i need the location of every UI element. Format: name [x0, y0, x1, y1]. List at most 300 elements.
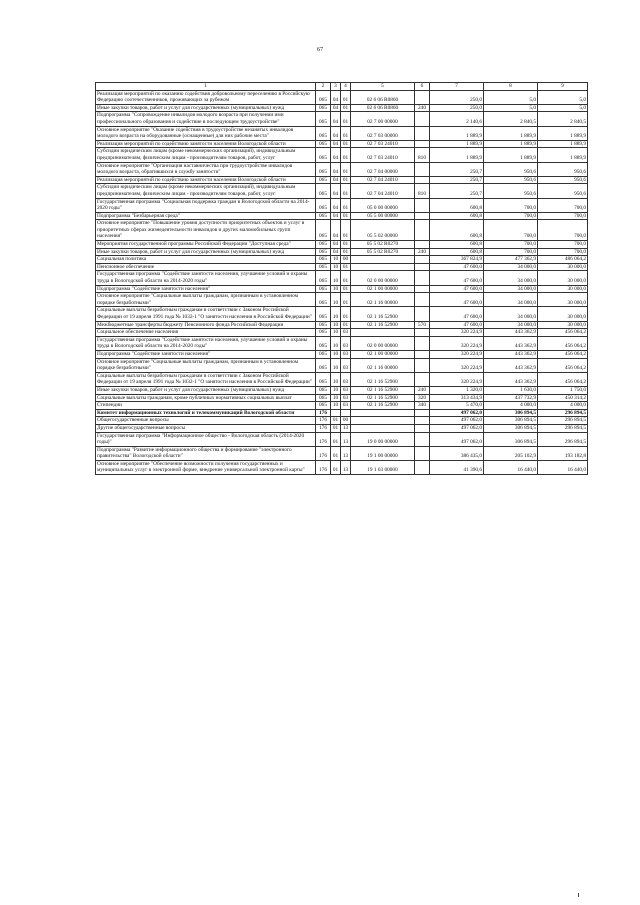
- cell-section-code: 10: [331, 329, 341, 337]
- cell-name: Государственная программа "Содействие занятости населения, улучшение условий и охраны труда в Вологодской области на 2014-2020 годы": [96, 271, 316, 285]
- cell-subsection-code: 01: [341, 162, 351, 176]
- cell-section-code: 04: [331, 241, 341, 249]
- cell-target-article: [351, 329, 415, 337]
- cell-expense-type: [415, 293, 430, 307]
- cell-amount-2: 700,0: [484, 241, 538, 249]
- cell-amount-1: 600,8: [430, 241, 484, 249]
- cell-subsection-code: 01: [341, 241, 351, 249]
- cell-target-article: 02 7 03 24010: [351, 140, 415, 148]
- cell-subsection-code: 03: [341, 329, 351, 337]
- cell-name: Реализация мероприятий по оказанию содействия добровольному переселению в Российскую Федерацию соотечественников, проживающих за рубежом: [96, 90, 316, 104]
- cell-section-code: 10: [331, 358, 341, 372]
- cell-name: Основное мероприятие "Организация наставничества при трудоустройстве инвалидов молодого возраста, обратившихся в службу занятости": [96, 162, 316, 176]
- cell-section-code: 10: [331, 386, 341, 394]
- cell-expense-type: [415, 409, 430, 417]
- cell-section-code: 04: [331, 248, 341, 256]
- cell-name: Подпрограмма "Развитие информационного общества и формирование "электронного правительства" Вологодской области": [96, 446, 316, 460]
- cell-amount-1: 250,0: [430, 90, 484, 104]
- header-cell: 2: [316, 83, 331, 91]
- cell-amount-1: 1 889,9: [430, 140, 484, 148]
- budget-table: [95, 82, 588, 475]
- cell-expense-type: [415, 329, 430, 337]
- cell-amount-1: 320 224,9: [430, 350, 484, 358]
- cell-amount-3: 2 840,5: [538, 112, 588, 126]
- cell-department-code: 065: [316, 321, 331, 329]
- cell-target-article: [351, 256, 415, 264]
- table-row: [96, 271, 588, 285]
- cell-amount-2: 306 894,5: [484, 432, 538, 446]
- cell-amount-3: 1 889,9: [538, 126, 588, 140]
- cell-expense-type: [415, 307, 430, 321]
- cell-amount-2: 443 362,9: [484, 358, 538, 372]
- cell-amount-3: 700,0: [538, 212, 588, 220]
- cell-subsection-code: 01: [341, 220, 351, 241]
- cell-subsection-code: 01: [341, 126, 351, 140]
- cell-expense-type: 810: [415, 148, 430, 162]
- cell-section-code: 10: [331, 372, 341, 386]
- cell-target-article: 02 6 06 R0860: [351, 90, 415, 104]
- table-row: [96, 293, 588, 307]
- cell-subsection-code: 00: [341, 256, 351, 264]
- cell-expense-type: [415, 285, 430, 293]
- cell-expense-type: [415, 176, 430, 184]
- cell-amount-3: 486 064,2: [538, 256, 588, 264]
- cell-amount-2: 1 630,0: [484, 386, 538, 394]
- cell-name: Субсидии юридическим лицам (кроме некоммерческих организаций), индивидуальным предпринимателям, физическим лицам - производителям товаров, работ, услуг: [96, 184, 316, 198]
- cell-section-code: 01: [331, 424, 341, 432]
- cell-section-code: 04: [331, 198, 341, 212]
- cell-subsection-code: 03: [341, 358, 351, 372]
- cell-section-code: 04: [331, 104, 341, 112]
- cell-amount-2: 700,0: [484, 220, 538, 241]
- cell-department-code: 065: [316, 90, 331, 104]
- cell-name: Реализация мероприятий по содействию занятости населения Вологодской области: [96, 176, 316, 184]
- cell-amount-1: 497 062,0: [430, 424, 484, 432]
- cell-section-code: 01: [331, 460, 341, 474]
- cell-expense-type: 320: [415, 394, 430, 402]
- cell-target-article: [351, 417, 415, 425]
- cell-amount-2: 34 000,0: [484, 293, 538, 307]
- cell-amount-2: 950,6: [484, 162, 538, 176]
- cell-section-code: 04: [331, 220, 341, 241]
- cell-department-code: 176: [316, 417, 331, 425]
- cell-amount-2: 700,0: [484, 248, 538, 256]
- cell-subsection-code: 01: [341, 248, 351, 256]
- cell-expense-type: [415, 432, 430, 446]
- cell-expense-type: [415, 126, 430, 140]
- cell-amount-3: 5,0: [538, 104, 588, 112]
- cell-amount-1: 47 600,0: [430, 263, 484, 271]
- cell-expense-type: 240: [415, 104, 430, 112]
- cell-target-article: 02 7 04 24010: [351, 184, 415, 198]
- cell-name: Социальные выплаты безработным гражданам в соответствии с Законом Российской Федерации от 19 апреля 1991 года № 1032-1 "О занятости населения в Российской Федерации": [96, 372, 316, 386]
- cell-amount-3: 16 440,0: [538, 460, 588, 474]
- cell-department-code: 176: [316, 446, 331, 460]
- cell-name: Другие общегосударственные вопросы: [96, 424, 316, 432]
- cell-amount-1: 47 600,0: [430, 307, 484, 321]
- table-row: [96, 460, 588, 474]
- cell-amount-3: 30 000,0: [538, 271, 588, 285]
- cell-amount-3: 296 894,5: [538, 409, 588, 417]
- cell-department-code: 065: [316, 212, 331, 220]
- cell-amount-1: 47 600,0: [430, 321, 484, 329]
- cell-expense-type: 240: [415, 386, 430, 394]
- cell-amount-1: 600,8: [430, 248, 484, 256]
- cell-department-code: 065: [316, 336, 331, 350]
- cell-target-article: 05 0 00 00000: [351, 198, 415, 212]
- cell-amount-2: 205 102,9: [484, 446, 538, 460]
- cell-department-code: 065: [316, 386, 331, 394]
- cell-subsection-code: 00: [341, 417, 351, 425]
- cell-section-code: [331, 409, 341, 417]
- cell-department-code: 065: [316, 104, 331, 112]
- cell-target-article: [351, 263, 415, 271]
- cell-amount-3: 950,6: [538, 184, 588, 198]
- cell-amount-2: 4 000,0: [484, 402, 538, 410]
- cell-target-article: 02 1 16 52900: [351, 321, 415, 329]
- cell-target-article: 02 1 16 52900: [351, 372, 415, 386]
- cell-name: Подпрограмма "Содействие занятости населения": [96, 285, 316, 293]
- cell-expense-type: 810: [415, 184, 430, 198]
- cell-name: Субсидии юридическим лицам (кроме некоммерческих организаций), индивидуальным предпринимателям, физическим лицам - производителям товаров, работ, услуг: [96, 148, 316, 162]
- cell-target-article: 02 1 16 52900: [351, 307, 415, 321]
- cell-amount-2: 443 362,9: [484, 372, 538, 386]
- cell-expense-type: [415, 424, 430, 432]
- cell-amount-2: 700,0: [484, 212, 538, 220]
- table-row: [96, 212, 588, 220]
- cell-department-code: 065: [316, 285, 331, 293]
- cell-section-code: 10: [331, 350, 341, 358]
- cell-amount-1: 250,7: [430, 162, 484, 176]
- cell-amount-3: 950,6: [538, 162, 588, 176]
- table-row: [96, 350, 588, 358]
- cell-name: Основное мероприятие "Социальные выплаты гражданам, признанным в установленном порядке безработными": [96, 358, 316, 372]
- cell-amount-1: 497 062,0: [430, 432, 484, 446]
- cell-expense-type: [415, 358, 430, 372]
- cell-amount-1: 497 062,0: [430, 417, 484, 425]
- table-row: [96, 394, 588, 402]
- cell-target-article: 02 0 00 00000: [351, 271, 415, 285]
- cell-name: Основное мероприятие "Социальные выплаты гражданам, признанным в установленном порядке безработными": [96, 293, 316, 307]
- cell-name: Социальные выплаты гражданам, кроме публичных нормативных социальных выплат: [96, 394, 316, 402]
- cell-subsection-code: 13: [341, 432, 351, 446]
- table-row: [96, 148, 588, 162]
- cell-amount-3: 450 314,2: [538, 394, 588, 402]
- cell-target-article: 02 0 00 00000: [351, 336, 415, 350]
- cell-name: Подпрограмма "Сопровождение инвалидов молодого возраста при получении ими профессионального образования и содействие в последующем трудоустройстве": [96, 112, 316, 126]
- cell-name: Подпрограмма "Безбарьерная среда": [96, 212, 316, 220]
- cell-amount-2: 5,0: [484, 90, 538, 104]
- table-row: [96, 402, 588, 410]
- cell-amount-2: 34 000,0: [484, 307, 538, 321]
- cell-name: Государственная программа "Социальная поддержка граждан в Вологодской области на 2014-2020 годы": [96, 198, 316, 212]
- cell-amount-2: 34 000,0: [484, 285, 538, 293]
- cell-amount-3: 30 000,0: [538, 307, 588, 321]
- page-edge-mark: [578, 893, 579, 897]
- cell-amount-1: 367 824,9: [430, 256, 484, 264]
- header-cell: 3: [331, 83, 341, 91]
- table-row: [96, 321, 588, 329]
- cell-amount-3: 950,6: [538, 176, 588, 184]
- cell-target-article: 02 7 00 00000: [351, 112, 415, 126]
- cell-section-code: 10: [331, 336, 341, 350]
- cell-amount-1: 1 889,9: [430, 148, 484, 162]
- cell-department-code: 065: [316, 140, 331, 148]
- table-row: [96, 432, 588, 446]
- table-row: [96, 162, 588, 176]
- cell-name: Основное мероприятие "Оказание содействия в трудоустройстве незанятых инвалидов молодого возраста на оборудованные (оснащенные) для них рабочие места": [96, 126, 316, 140]
- table-row: [96, 307, 588, 321]
- cell-section-code: 04: [331, 148, 341, 162]
- cell-expense-type: 240: [415, 248, 430, 256]
- cell-amount-3: 456 064,2: [538, 336, 588, 350]
- cell-name: Подпрограмма "Содействие занятости населения": [96, 350, 316, 358]
- cell-target-article: 05 5 02 00000: [351, 220, 415, 241]
- cell-expense-type: [415, 220, 430, 241]
- cell-amount-1: 250,7: [430, 184, 484, 198]
- cell-amount-3: 456 064,2: [538, 329, 588, 337]
- cell-amount-1: 1 889,9: [430, 126, 484, 140]
- cell-department-code: 065: [316, 263, 331, 271]
- cell-name: Мероприятия государственной программы Российской Федерации "Доступная среда": [96, 241, 316, 249]
- cell-amount-2: 443 362,9: [484, 329, 538, 337]
- cell-subsection-code: 03: [341, 336, 351, 350]
- header-cell: 1: [96, 83, 316, 91]
- cell-name: Основное мероприятие "Повышение уровня доступности приоритетных объектов и услуг в приоритетных сферах жизнедеятельности инвалидов и других маломобильных групп населения": [96, 220, 316, 241]
- cell-section-code: 04: [331, 184, 341, 198]
- cell-amount-3: 1 889,9: [538, 148, 588, 162]
- cell-amount-1: 47 600,0: [430, 271, 484, 285]
- header-cell: 6: [415, 83, 430, 91]
- table-row: [96, 358, 588, 372]
- cell-section-code: 04: [331, 162, 341, 176]
- cell-section-code: 10: [331, 271, 341, 285]
- cell-amount-2: 306 894,5: [484, 424, 538, 432]
- cell-target-article: 02 1 00 00000: [351, 350, 415, 358]
- cell-target-article: 02 7 03 00000: [351, 126, 415, 140]
- cell-expense-type: [415, 372, 430, 386]
- cell-amount-2: 2 840,5: [484, 112, 538, 126]
- cell-section-code: 10: [331, 307, 341, 321]
- cell-target-article: 02 1 16 00000: [351, 358, 415, 372]
- cell-amount-2: 1 889,9: [484, 126, 538, 140]
- table-row: [96, 256, 588, 264]
- cell-subsection-code: 01: [341, 285, 351, 293]
- cell-department-code: 065: [316, 329, 331, 337]
- cell-section-code: 04: [331, 212, 341, 220]
- cell-subsection-code: 01: [341, 271, 351, 285]
- cell-amount-2: 700,0: [484, 198, 538, 212]
- cell-subsection-code: 13: [341, 446, 351, 460]
- cell-department-code: 065: [316, 184, 331, 198]
- cell-name: Иные закупки товаров, работ и услуг для государственных (муниципальных) нужд: [96, 386, 316, 394]
- cell-department-code: 065: [316, 256, 331, 264]
- cell-subsection-code: 01: [341, 184, 351, 198]
- header-cell: 4: [341, 83, 351, 91]
- cell-section-code: 10: [331, 293, 341, 307]
- table-header-row: [96, 83, 588, 91]
- cell-amount-1: 313 434,9: [430, 394, 484, 402]
- cell-subsection-code: 01: [341, 104, 351, 112]
- table-row: [96, 446, 588, 460]
- cell-amount-2: 34 000,0: [484, 263, 538, 271]
- cell-department-code: 065: [316, 293, 331, 307]
- cell-section-code: 10: [331, 285, 341, 293]
- cell-name: Межбюджетные трансферты бюджету Пенсионного фонда Российской Федерации: [96, 321, 316, 329]
- table-row: [96, 248, 588, 256]
- cell-expense-type: 570: [415, 321, 430, 329]
- cell-section-code: 10: [331, 321, 341, 329]
- cell-department-code: 065: [316, 176, 331, 184]
- cell-section-code: 04: [331, 176, 341, 184]
- cell-target-article: 02 6 06 R0860: [351, 104, 415, 112]
- cell-amount-1: 250,7: [430, 176, 484, 184]
- table-row: [96, 417, 588, 425]
- table-row: [96, 386, 588, 394]
- table-row: [96, 220, 588, 241]
- cell-amount-3: 1 889,9: [538, 140, 588, 148]
- cell-expense-type: [415, 460, 430, 474]
- cell-subsection-code: 13: [341, 424, 351, 432]
- cell-target-article: 02 1 00 00000: [351, 285, 415, 293]
- cell-expense-type: [415, 263, 430, 271]
- cell-department-code: 065: [316, 271, 331, 285]
- cell-target-article: 02 1 16 52900: [351, 402, 415, 410]
- cell-amount-2: 950,6: [484, 184, 538, 198]
- cell-expense-type: [415, 241, 430, 249]
- cell-expense-type: [415, 212, 430, 220]
- cell-subsection-code: 01: [341, 307, 351, 321]
- cell-name: Пенсионное обеспечение: [96, 263, 316, 271]
- cell-subsection-code: 01: [341, 198, 351, 212]
- cell-department-code: 065: [316, 148, 331, 162]
- cell-department-code: 176: [316, 409, 331, 417]
- table-row: [96, 329, 588, 337]
- cell-department-code: 065: [316, 248, 331, 256]
- cell-amount-2: 306 894,5: [484, 409, 538, 417]
- cell-subsection-code: 01: [341, 90, 351, 104]
- cell-expense-type: [415, 256, 430, 264]
- cell-amount-1: 497 062,0: [430, 409, 484, 417]
- cell-amount-1: 5 470,0: [430, 402, 484, 410]
- cell-name: Социальные выплаты безработным гражданам в соответствии с Законом Российской Федерации от 19 апреля 1991 года № 1032-1 "О занятости населения в Российской Федерации": [96, 307, 316, 321]
- cell-department-code: 065: [316, 112, 331, 126]
- cell-subsection-code: 03: [341, 386, 351, 394]
- cell-target-article: [351, 424, 415, 432]
- cell-subsection-code: 01: [341, 112, 351, 126]
- cell-expense-type: [415, 417, 430, 425]
- table-row: [96, 184, 588, 198]
- cell-target-article: 02 7 04 24010: [351, 176, 415, 184]
- cell-target-article: 02 1 16 00000: [351, 293, 415, 307]
- cell-amount-3: 5,0: [538, 90, 588, 104]
- cell-amount-3: 296 894,5: [538, 432, 588, 446]
- cell-amount-3: 30 000,0: [538, 285, 588, 293]
- cell-amount-3: 30 000,0: [538, 293, 588, 307]
- cell-amount-2: 437 732,9: [484, 394, 538, 402]
- cell-amount-1: 41 390,6: [430, 460, 484, 474]
- cell-expense-type: [415, 162, 430, 176]
- cell-amount-3: 1 750,0: [538, 386, 588, 394]
- cell-expense-type: [415, 271, 430, 285]
- cell-amount-3: 30 000,0: [538, 263, 588, 271]
- cell-department-code: 176: [316, 432, 331, 446]
- cell-amount-2: 443 362,9: [484, 336, 538, 350]
- cell-amount-3: 456 064,2: [538, 358, 588, 372]
- cell-amount-1: 320 224,9: [430, 336, 484, 350]
- cell-amount-3: 700,0: [538, 248, 588, 256]
- cell-expense-type: [415, 350, 430, 358]
- cell-amount-1: 1 320,0: [430, 386, 484, 394]
- cell-target-article: 05 5 02 R0270: [351, 241, 415, 249]
- cell-amount-3: 700,0: [538, 241, 588, 249]
- cell-subsection-code: [341, 409, 351, 417]
- table-row: [96, 140, 588, 148]
- table-row: [96, 126, 588, 140]
- cell-department-code: 065: [316, 402, 331, 410]
- cell-name: Иные закупки товаров, работ и услуг для государственных (муниципальных) нужд: [96, 104, 316, 112]
- cell-name: Комитет информационных технологий и телекоммуникаций Вологодской области: [96, 409, 316, 417]
- cell-expense-type: [415, 198, 430, 212]
- cell-subsection-code: 01: [341, 293, 351, 307]
- cell-section-code: 10: [331, 256, 341, 264]
- cell-subsection-code: 01: [341, 140, 351, 148]
- cell-amount-1: 250,0: [430, 104, 484, 112]
- table-row: [96, 285, 588, 293]
- cell-subsection-code: 13: [341, 460, 351, 474]
- cell-department-code: 065: [316, 126, 331, 140]
- cell-amount-2: 306 894,5: [484, 417, 538, 425]
- table-row: [96, 104, 588, 112]
- cell-amount-2: 34 000,0: [484, 321, 538, 329]
- cell-section-code: 04: [331, 126, 341, 140]
- cell-subsection-code: 03: [341, 372, 351, 386]
- cell-section-code: 04: [331, 90, 341, 104]
- table-row: [96, 112, 588, 126]
- cell-name: Иные закупки товаров, работ и услуг для государственных (муниципальных) нужд: [96, 248, 316, 256]
- header-cell: 7: [430, 83, 484, 91]
- cell-amount-1: 47 600,0: [430, 293, 484, 307]
- cell-target-article: 19 0 00 00000: [351, 432, 415, 446]
- cell-target-article: 05 5 02 R0270: [351, 248, 415, 256]
- cell-department-code: 065: [316, 372, 331, 386]
- cell-expense-type: [415, 336, 430, 350]
- cell-section-code: 10: [331, 263, 341, 271]
- table-row: [96, 198, 588, 212]
- cell-amount-1: 600,8: [430, 198, 484, 212]
- cell-target-article: 19 1 00 00000: [351, 446, 415, 460]
- cell-department-code: 065: [316, 307, 331, 321]
- table-row: [96, 90, 588, 104]
- table-row: [96, 336, 588, 350]
- cell-subsection-code: 03: [341, 350, 351, 358]
- cell-section-code: 01: [331, 446, 341, 460]
- cell-amount-3: 456 064,2: [538, 372, 588, 386]
- cell-section-code: 10: [331, 394, 341, 402]
- cell-amount-2: 1 889,9: [484, 148, 538, 162]
- cell-expense-type: [415, 140, 430, 148]
- header-cell: 5: [351, 83, 415, 91]
- cell-amount-1: 320 224,9: [430, 329, 484, 337]
- cell-amount-2: 950,6: [484, 176, 538, 184]
- cell-amount-3: 193 182,8: [538, 446, 588, 460]
- table-body: [96, 83, 588, 475]
- cell-expense-type: [415, 446, 430, 460]
- cell-subsection-code: 01: [341, 212, 351, 220]
- table-row: [96, 241, 588, 249]
- cell-amount-2: 477 362,9: [484, 256, 538, 264]
- cell-department-code: 065: [316, 241, 331, 249]
